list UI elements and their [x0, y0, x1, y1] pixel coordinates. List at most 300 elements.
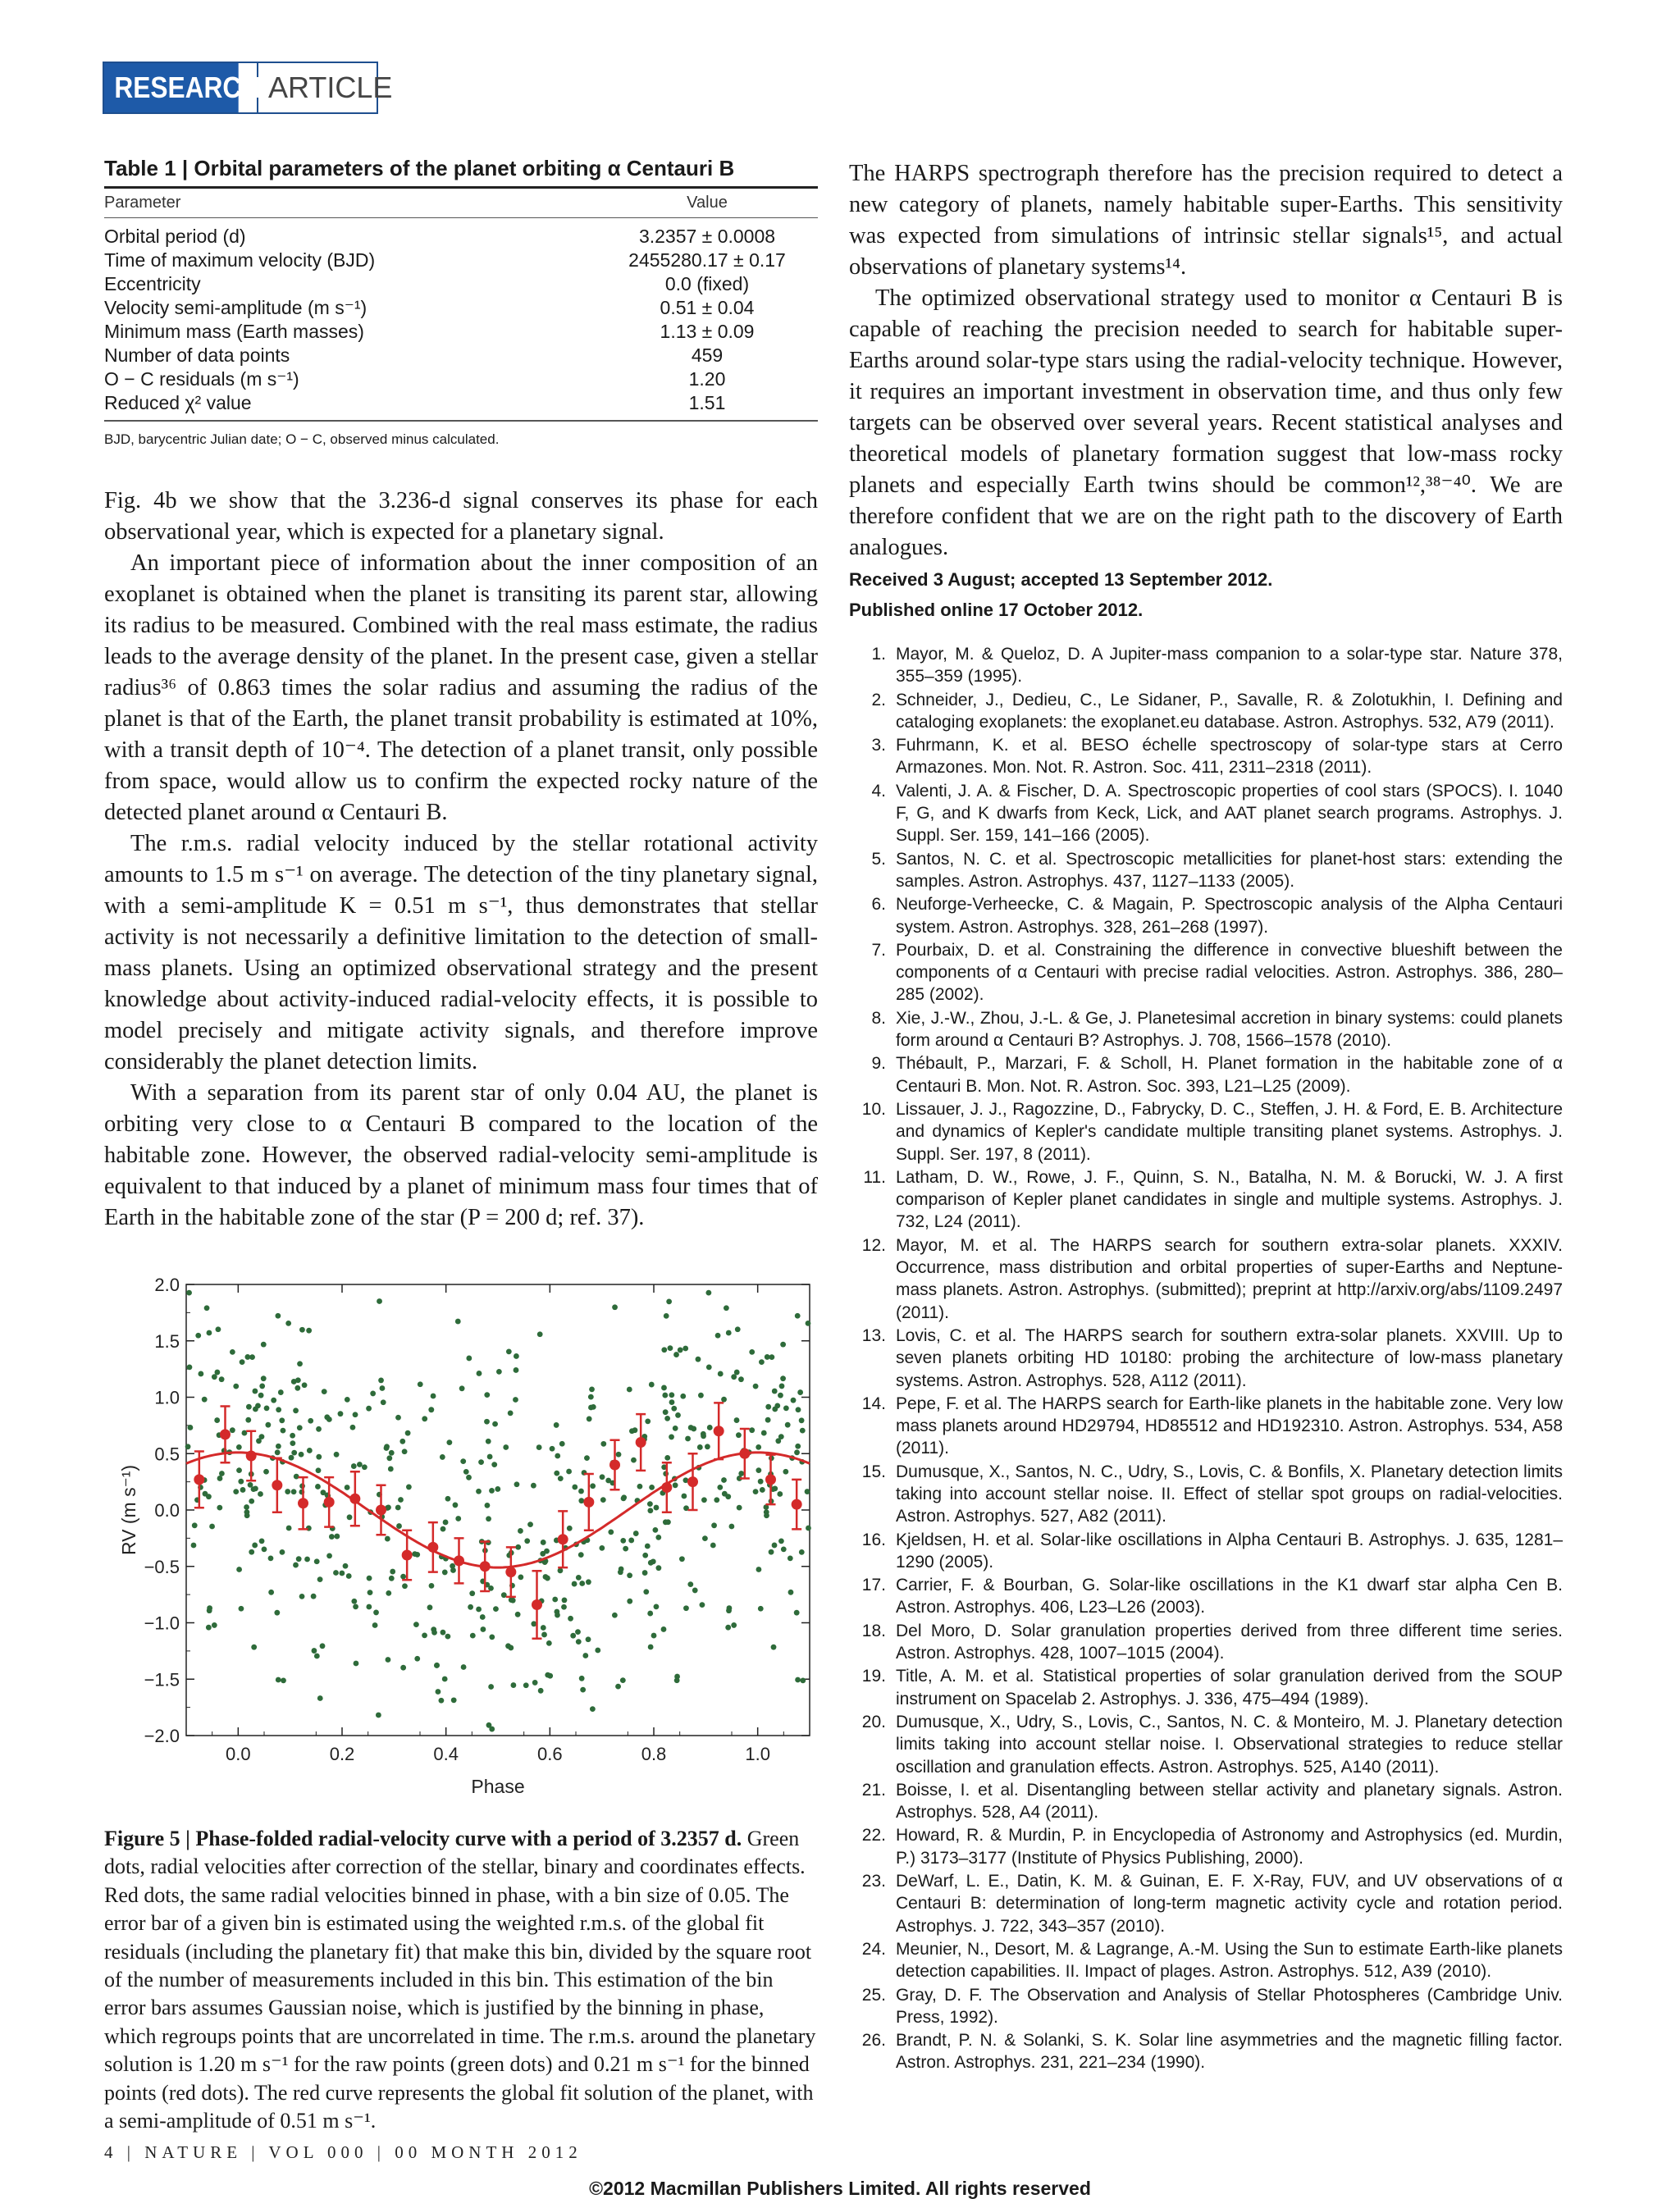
reference-item: [849, 1007, 1563, 1052]
raw-point: [649, 1382, 655, 1388]
raw-point: [584, 1455, 590, 1461]
table-row: [104, 344, 818, 367]
raw-point: [749, 1427, 755, 1433]
raw-point: [637, 1484, 643, 1489]
raw-point: [230, 1427, 235, 1433]
raw-point: [455, 1516, 461, 1521]
raw-point: [351, 1599, 357, 1604]
raw-point: [259, 1384, 265, 1389]
reference-item: [849, 1461, 1563, 1528]
binned-point: [583, 1497, 594, 1508]
raw-point: [315, 1484, 321, 1489]
raw-point: [760, 1487, 765, 1493]
raw-point: [212, 1374, 217, 1380]
raw-point: [780, 1342, 786, 1348]
raw-point: [765, 1404, 771, 1410]
raw-point: [459, 1385, 465, 1391]
raw-point: [749, 1349, 755, 1355]
raw-point: [299, 1327, 305, 1333]
row-value: 1.51: [688, 392, 726, 413]
row-param: Minimum mass (Earth masses): [104, 321, 364, 342]
raw-point: [795, 1677, 801, 1683]
raw-point: [655, 1565, 661, 1571]
binned-point: [427, 1542, 438, 1553]
fit-curve: [186, 1453, 810, 1567]
raw-point: [506, 1348, 512, 1354]
raw-point: [600, 1497, 606, 1503]
raw-point: [343, 1563, 349, 1569]
reference-text: Mayor, M. & Queloz, D. A Jupiter-mass companion to a solar-type star. Nature 378, 355–359 (1995).: [896, 645, 1563, 687]
raw-point: [445, 1496, 451, 1502]
reference-number: 8.: [871, 1008, 886, 1028]
raw-point: [240, 1487, 246, 1493]
x-tick-label: 0.4: [433, 1744, 459, 1764]
raw-point: [654, 1505, 660, 1511]
raw-point: [294, 1385, 300, 1391]
raw-point: [230, 1349, 235, 1355]
raw-point: [717, 1485, 723, 1490]
raw-point: [314, 1558, 320, 1564]
raw-point: [219, 1376, 225, 1382]
raw-point: [806, 1321, 811, 1326]
raw-point: [443, 1520, 449, 1526]
published-date: Published online 17 October 2012.: [849, 600, 1144, 620]
raw-point: [492, 1421, 498, 1427]
table-note: BJD, barycentric Julian date; O − C, observed minus calculated.: [104, 431, 500, 447]
raw-point: [422, 1416, 427, 1421]
table-row: [104, 320, 818, 344]
raw-point: [545, 1672, 550, 1678]
raw-point: [680, 1394, 686, 1399]
raw-point: [418, 1381, 423, 1387]
raw-point: [252, 1543, 258, 1549]
raw-point: [608, 1530, 614, 1535]
raw-point: [311, 1594, 317, 1599]
raw-point: [678, 1348, 683, 1353]
raw-point: [289, 1455, 294, 1461]
plot-frame: [186, 1284, 810, 1736]
raw-point: [778, 1393, 783, 1398]
raw-point: [214, 1370, 220, 1375]
raw-point: [212, 1622, 217, 1628]
raw-point: [195, 1333, 201, 1339]
raw-point: [561, 1604, 567, 1610]
raw-point: [285, 1489, 290, 1494]
raw-point: [705, 1290, 711, 1296]
raw-point: [799, 1549, 805, 1555]
raw-point: [582, 1653, 588, 1658]
binned-point: [298, 1498, 308, 1508]
raw-point: [496, 1369, 502, 1375]
reference-item: [849, 689, 1563, 734]
raw-point: [541, 1632, 547, 1638]
raw-point: [772, 1485, 778, 1491]
raw-point: [204, 1305, 210, 1311]
raw-point: [442, 1570, 448, 1576]
reference-text: Thébault, P., Marzari, F. & Scholl, H. Planet formation in the habitable zone of α Centauri B. Mon. Not. R. Astron. Soc. 393, L21–L25 (2009).: [896, 1054, 1563, 1096]
reference-text: Brandt, P. N. & Solanki, S. K. Solar line asymmetries and the magnetic filling factor. Astron. Astrophys. 231, 221–234 (1990).: [896, 2031, 1563, 2073]
raw-point: [661, 1347, 667, 1353]
binned-point: [558, 1534, 568, 1544]
reference-number: 24.: [861, 1939, 886, 1959]
raw-point: [321, 1489, 326, 1495]
y-tick-label: −2.0: [144, 1726, 180, 1746]
raw-point: [687, 1581, 693, 1587]
raw-point: [480, 1626, 486, 1632]
reference-text: Meunier, N., Desort, M. & Lagrange, A.-M. Using the Sun to estimate Earth-like planets detection capabilities. II. Impact of plages. Astron. Astrophys. 512, A39 (2010).: [896, 1939, 1563, 1982]
table-row: [104, 249, 818, 272]
paragraph: The HARPS spectrograph therefore has the precision required to detect a new category of planets, namely habitable super-Earths. This sensitivity was expected from simulations of intrinsic stellar signals¹⁵, and actual observations of planetary systems¹⁴.: [849, 161, 1563, 280]
reference-number: 12.: [861, 1235, 886, 1255]
x-tick-label: 0.6: [537, 1744, 563, 1764]
binned-point: [220, 1429, 231, 1439]
x-tick-label: 0.8: [641, 1744, 667, 1764]
raw-point: [628, 1538, 634, 1544]
paragraph: An important piece of information about the inner composition of an exoplanet is obtained when the planet is transiting its parent star, allowing its radius to be measured. Combined with the real mass estimate, the radius leads to the average density of the planet. In the present case, given a stellar radius³⁶ of 0.863 times the solar radius and assuming the radius of the planet is that of the Earth, the planet transit probability is estimated at 10%, with a transit depth of 10⁻⁴. The detection of a planet transit, only possible from space, would allow us to confirm the expected rocky nature of the detected planet around α Centauri B.: [104, 550, 818, 825]
raw-point: [259, 1434, 265, 1439]
binned-point: [480, 1561, 491, 1572]
raw-point: [714, 1497, 719, 1503]
raw-point: [476, 1489, 482, 1494]
raw-point: [682, 1346, 688, 1352]
raw-point: [781, 1546, 787, 1552]
raw-point: [276, 1407, 281, 1412]
raw-point: [380, 1385, 386, 1391]
raw-point: [772, 1389, 778, 1394]
col-parameter: Parameter: [104, 194, 181, 212]
raw-point: [291, 1450, 297, 1456]
raw-point: [627, 1387, 632, 1393]
raw-point: [262, 1546, 267, 1552]
raw-point: [422, 1632, 427, 1638]
raw-point: [791, 1398, 797, 1403]
reference-item: [849, 848, 1563, 893]
raw-point: [259, 1538, 265, 1544]
raw-point: [491, 1462, 497, 1467]
binned-point: [246, 1451, 257, 1462]
raw-point: [647, 1501, 653, 1507]
raw-point: [616, 1452, 622, 1458]
raw-point: [772, 1543, 778, 1549]
raw-point: [796, 1407, 801, 1412]
raw-point: [537, 1331, 543, 1337]
page-footer: 4 | NATURE | VOL 000 | 00 MONTH 2012: [104, 2142, 582, 2162]
raw-point: [302, 1382, 308, 1388]
table-row: [104, 391, 818, 415]
raw-point: [202, 1397, 208, 1403]
raw-point: [445, 1634, 450, 1640]
binned-point: [376, 1505, 386, 1516]
raw-point: [253, 1485, 258, 1491]
table-title: Table 1 | Orbital parameters of the planet orbiting α Centauri B: [104, 156, 818, 189]
raw-point: [320, 1643, 326, 1649]
reference-number: 20.: [861, 1712, 886, 1731]
raw-point: [555, 1453, 560, 1459]
y-tick-label: 0.0: [154, 1500, 180, 1521]
raw-point: [673, 1352, 679, 1357]
reference-item: [849, 734, 1563, 779]
raw-point: [795, 1444, 801, 1449]
raw-point: [395, 1415, 401, 1421]
raw-point: [513, 1397, 518, 1403]
x-tick-label: 0.2: [329, 1744, 355, 1764]
raw-point: [372, 1622, 378, 1628]
raw-point: [554, 1609, 559, 1615]
y-axis-label: RV (m s⁻¹): [118, 1464, 139, 1556]
raw-point: [293, 1407, 299, 1413]
raw-point: [505, 1643, 511, 1649]
raw-point: [480, 1614, 486, 1620]
raw-point: [286, 1526, 292, 1531]
raw-point: [726, 1330, 732, 1336]
binned-point: [324, 1497, 335, 1508]
raw-point: [207, 1605, 212, 1611]
raw-point: [554, 1471, 559, 1476]
raw-point: [738, 1471, 744, 1476]
raw-point: [390, 1569, 395, 1575]
table-body: [104, 218, 818, 422]
raw-point: [233, 1384, 239, 1389]
raw-point: [705, 1444, 710, 1449]
reference-text: DeWarf, L. E., Datin, K. M. & Guinan, E. F. X-Ray, FUV, and UV observations of α Centauri B: determination of long-term magnetic activity cycle and rotation period. Astrophys. J. 722, 343–357 (2010).: [896, 1872, 1563, 1936]
y-tick-label: 0.5: [154, 1444, 180, 1465]
raw-point: [587, 1416, 592, 1422]
raw-point: [783, 1406, 789, 1412]
raw-point: [552, 1597, 558, 1603]
raw-point: [317, 1695, 323, 1701]
binned-point: [714, 1426, 724, 1436]
reference-number: 21.: [861, 1780, 886, 1800]
raw-point: [673, 1426, 678, 1431]
raw-point: [570, 1633, 576, 1639]
raw-point: [281, 1677, 286, 1683]
raw-point: [366, 1604, 372, 1610]
reference-item: [849, 1098, 1563, 1166]
raw-point: [216, 1326, 221, 1332]
raw-point: [707, 1425, 713, 1430]
raw-point: [541, 1625, 546, 1631]
reference-number: 3.: [871, 736, 886, 755]
raw-point: [683, 1605, 689, 1611]
raw-point: [446, 1439, 452, 1445]
raw-point: [629, 1428, 635, 1434]
raw-point: [333, 1570, 339, 1576]
raw-point: [501, 1592, 507, 1598]
row-param: Orbital period (d): [104, 226, 246, 247]
raw-point: [304, 1557, 310, 1562]
received-date: Received 3 August; accepted 13 September 2012.: [849, 569, 1273, 590]
raw-point: [769, 1354, 774, 1360]
binned-point: [739, 1448, 750, 1459]
raw-point: [600, 1441, 606, 1447]
raw-point: [642, 1553, 648, 1558]
raw-point: [586, 1579, 591, 1585]
paragraph: Fig. 4b we show that the 3.236-d signal conserves its phase for each observational year, which is expected for a planetary signal.: [104, 488, 818, 545]
row-value: 0.0 (fixed): [664, 273, 750, 294]
raw-point: [493, 1606, 499, 1612]
raw-point: [531, 1483, 536, 1489]
raw-point: [312, 1648, 317, 1654]
reference-item: [849, 1529, 1563, 1574]
raw-point: [654, 1604, 660, 1609]
reference-text: Valenti, J. A. & Fischer, D. A. Spectroscopic properties of cool stars (SPOCS). I. 1040 F, G, and K dwarfs from Keck, Lick, and AAT planet search programs. Astrophys. J. Suppl. Ser. 159, 141–166 (2005).: [896, 781, 1563, 846]
raw-point: [402, 1583, 408, 1589]
raw-point: [664, 1313, 669, 1319]
raw-point: [431, 1394, 436, 1399]
raw-point: [753, 1489, 759, 1494]
row-value: 3.2357 ± 0.0008: [638, 226, 776, 247]
reference-text: Boisse, I. et al. Disentangling between stellar activity and planetary signals. Astron. Astrophys. 528, A4 (2011).: [896, 1780, 1563, 1823]
raw-point: [299, 1452, 304, 1458]
raw-point: [334, 1452, 340, 1458]
raw-point: [487, 1454, 493, 1460]
raw-point: [314, 1654, 320, 1659]
raw-point: [290, 1440, 295, 1446]
raw-point: [274, 1610, 280, 1616]
raw-point: [623, 1546, 628, 1552]
raw-point: [576, 1575, 582, 1581]
raw-point: [316, 1426, 322, 1432]
raw-point: [721, 1397, 727, 1403]
raw-point: [399, 1439, 405, 1444]
reference-number: 5.: [871, 849, 886, 869]
raw-point: [400, 1574, 406, 1580]
raw-point: [805, 1489, 810, 1494]
raw-point: [268, 1555, 274, 1561]
raw-point: [217, 1505, 222, 1511]
raw-point: [647, 1611, 653, 1617]
raw-point: [441, 1630, 446, 1635]
reference-item: [849, 1325, 1563, 1392]
raw-point: [562, 1598, 568, 1604]
raw-point: [253, 1389, 258, 1394]
raw-point: [347, 1514, 353, 1520]
raw-point: [645, 1418, 651, 1424]
raw-point: [428, 1407, 434, 1412]
raw-point: [698, 1393, 704, 1398]
raw-point: [249, 1549, 254, 1555]
reference-item: [849, 1234, 1563, 1324]
raw-point: [558, 1476, 564, 1481]
raw-point: [258, 1491, 263, 1497]
raw-point: [631, 1458, 637, 1463]
raw-point: [728, 1524, 734, 1530]
reference-number: 9.: [871, 1054, 886, 1074]
raw-point: [385, 1536, 390, 1542]
raw-point: [251, 1645, 257, 1650]
raw-point: [214, 1417, 220, 1423]
raw-point: [711, 1522, 717, 1528]
raw-point: [353, 1412, 358, 1417]
raw-point: [233, 1489, 239, 1494]
raw-point: [590, 1706, 596, 1712]
raw-point: [675, 1412, 681, 1418]
raw-point: [765, 1417, 771, 1423]
raw-point: [429, 1583, 435, 1589]
binned-point: [636, 1437, 646, 1448]
raw-point: [518, 1528, 523, 1534]
raw-point: [538, 1688, 544, 1694]
raw-point: [795, 1313, 801, 1319]
raw-point: [451, 1697, 457, 1703]
raw-point: [701, 1433, 706, 1439]
raw-point: [389, 1450, 395, 1456]
raw-point: [600, 1474, 605, 1480]
raw-point: [550, 1446, 555, 1452]
raw-point: [706, 1364, 712, 1370]
raw-point: [612, 1613, 618, 1618]
reference-text: Title, A. M. et al. Statistical properties of solar granulation derived from the SOUP instrument on Spacelab 2. Astrophys. J. 336, 475–494 (1989).: [896, 1667, 1563, 1708]
raw-point: [588, 1394, 594, 1400]
raw-point: [485, 1503, 491, 1508]
raw-point: [806, 1526, 811, 1531]
raw-point: [308, 1418, 313, 1424]
raw-point: [536, 1444, 542, 1450]
raw-point: [652, 1527, 658, 1533]
raw-point: [460, 1458, 466, 1464]
raw-point: [436, 1689, 441, 1695]
raw-point: [756, 1567, 762, 1572]
raw-point: [306, 1328, 312, 1334]
raw-point: [769, 1549, 774, 1555]
raw-point: [731, 1374, 737, 1380]
section-label: RESEARCH: [104, 63, 239, 112]
reference-item: [849, 1393, 1563, 1460]
raw-point: [627, 1599, 632, 1604]
raw-point: [373, 1610, 379, 1616]
reference-number: 16.: [861, 1530, 886, 1549]
raw-point: [523, 1682, 529, 1688]
raw-point: [503, 1444, 509, 1450]
binned-point: [765, 1474, 776, 1485]
raw-point: [662, 1393, 668, 1398]
raw-point: [572, 1485, 578, 1490]
raw-point: [663, 1519, 669, 1525]
raw-point: [721, 1477, 727, 1483]
raw-point: [685, 1436, 691, 1442]
raw-point: [734, 1370, 740, 1375]
raw-point: [316, 1454, 322, 1460]
raw-point: [645, 1544, 651, 1549]
raw-point: [386, 1590, 391, 1596]
reference-item: [849, 1779, 1563, 1824]
raw-point: [591, 1404, 596, 1410]
raw-point: [389, 1576, 395, 1581]
raw-point: [244, 1512, 250, 1518]
right-body-text: [849, 158, 1563, 563]
raw-point: [772, 1407, 778, 1412]
raw-point: [799, 1417, 805, 1423]
reference-text: Del Moro, D. Solar granulation properties derived from three different time series. Astron. Astrophys. 428, 1007–1015 (2004).: [896, 1621, 1563, 1663]
raw-point: [299, 1594, 305, 1599]
raw-point: [725, 1494, 731, 1499]
raw-point: [346, 1573, 352, 1579]
raw-point: [800, 1428, 806, 1434]
caption-text: Green dots, radial velocities after correction of the stellar, binary and coordinates effects. Red dots, the same radial velocities binned in phase, with a bin size of 0.05. The error bar of a given bin is estimated using the weighted r.m.s. of the global fit residuals (including the planetary fit) that make this bin, divided by the square root of the number of measurements included in this bin. This estimation of the bin error bars assumes Gaussian noise, which is justified by the binning in phase, which regroups points that are uncorrelated in time. The r.m.s. around the planetary solution is 1.20 m s⁻¹ for the raw points (green dots) and 0.21 m s⁻¹ for the binned points (red dots). The red curve represents the global fit solution of the planet, with a semi-amplitude of 0.51 m s⁻¹.: [104, 1827, 816, 2133]
raw-point: [293, 1562, 299, 1568]
row-param: Velocity semi-amplitude (m s⁻¹): [104, 297, 368, 318]
reference-number: 19.: [861, 1667, 886, 1686]
reference-text: Dumusque, X., Udry, S., Lovis, C., Santos, N. C. & Monteiro, M. J. Planetary detection limits taking into account stellar noise. I. Observational strategies to reduce stellar oscillation and granulation effects. Astron. Astrophys. 525, A140 (2011).: [896, 1712, 1563, 1777]
raw-point: [794, 1610, 800, 1616]
copyright-line: ©2012 Macmillan Publishers Limited. All rights reserved: [589, 2178, 1091, 2199]
raw-point: [514, 1481, 520, 1487]
section-header: [103, 62, 393, 114]
raw-point: [398, 1497, 404, 1503]
reference-item: [849, 1938, 1563, 1983]
raw-point: [734, 1417, 740, 1423]
raw-point: [779, 1384, 785, 1389]
